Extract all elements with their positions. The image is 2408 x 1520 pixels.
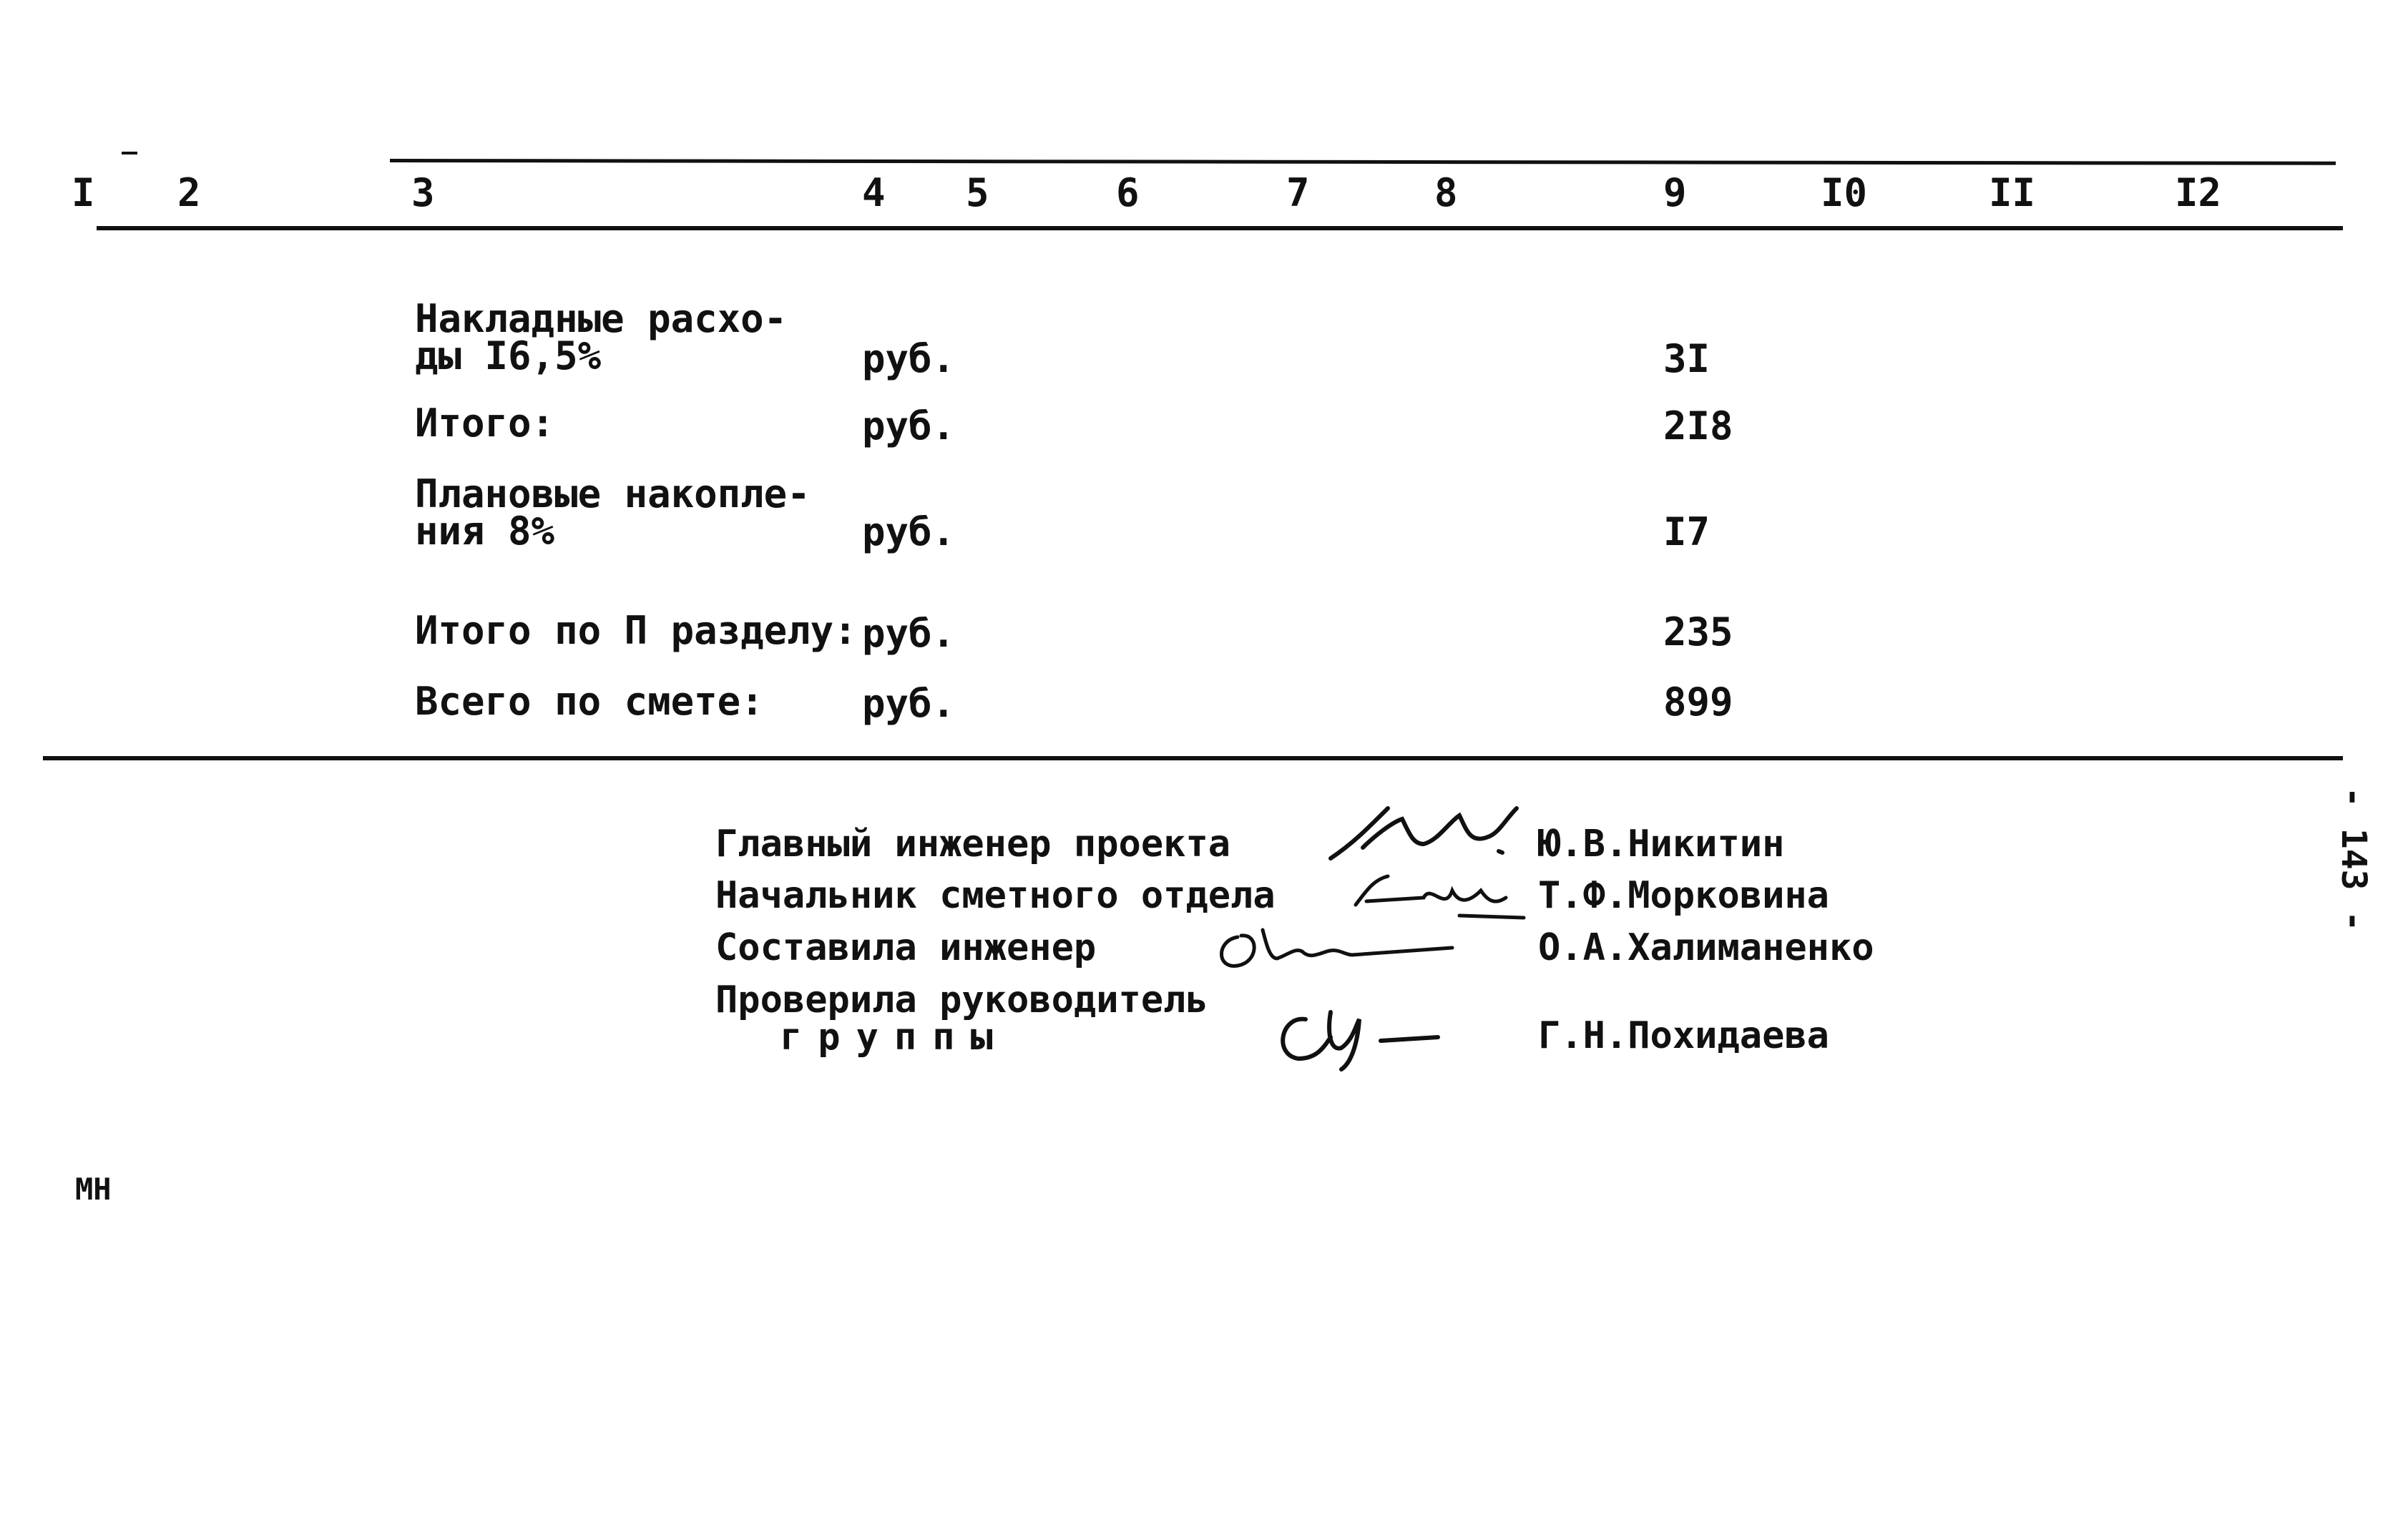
signature-mark	[1209, 916, 1467, 980]
corner-mark: МН	[75, 1172, 112, 1207]
row-value: 2I8	[1663, 403, 1733, 448]
table-row	[415, 296, 788, 378]
column-header-7: 7	[1286, 170, 1310, 215]
row-unit: руб.	[862, 336, 956, 381]
row-label-line: Плановые накопле-	[415, 471, 811, 516]
signature-title: Проверила руководитель	[715, 979, 1208, 1021]
table-row	[415, 679, 764, 724]
table-row	[415, 471, 811, 554]
column-header-8: 8	[1434, 170, 1458, 215]
table-row	[415, 608, 857, 653]
row-value: 899	[1663, 680, 1733, 725]
signature-name: Ю.В.Никитин	[1538, 823, 1785, 866]
header-tick-mark	[122, 152, 137, 155]
column-header-6: 6	[1116, 170, 1140, 215]
row-value: 235	[1663, 609, 1733, 654]
row-label-line: ния 8%	[415, 509, 555, 554]
signature-mark	[1323, 794, 1531, 873]
signature-title: группы	[780, 1016, 1009, 1059]
row-label-line: Всего по смете:	[415, 679, 764, 724]
header-bottom-rule	[97, 226, 2343, 230]
table-row	[415, 401, 555, 446]
signature-title: Составила инженер	[715, 926, 1097, 969]
signature-name: Т.Ф.Морковина	[1538, 874, 1829, 917]
column-header-3: 3	[411, 170, 435, 215]
column-header-5: 5	[966, 170, 989, 215]
column-header-2: 2	[177, 170, 201, 215]
row-label-line: Накладные расхо-	[415, 296, 788, 341]
row-unit: руб.	[862, 403, 956, 448]
row-value: I7	[1663, 509, 1710, 554]
row-unit: руб.	[862, 509, 956, 554]
header-top-rule	[390, 159, 2336, 165]
column-header-10: I0	[1821, 170, 1868, 215]
row-unit: руб.	[862, 611, 956, 656]
signature-title: Главный инженер проекта	[715, 823, 1231, 866]
column-header-11: II	[1989, 170, 2036, 215]
column-header-4: 4	[862, 170, 886, 215]
column-header-1: I	[72, 170, 95, 215]
table-bottom-rule	[43, 756, 2343, 760]
row-label-line: Итого:	[415, 401, 555, 446]
signature-name: Г.Н.Похидаева	[1538, 1014, 1829, 1057]
row-unit: руб.	[862, 681, 956, 726]
column-header-12: I2	[2175, 170, 2222, 215]
row-label-line: Итого по П разделу:	[415, 608, 857, 653]
page-number: - 143 -	[2334, 787, 2374, 932]
signature-name: О.А.Халиманенко	[1538, 926, 1874, 969]
signature-mark	[1266, 998, 1452, 1077]
row-value: 3I	[1663, 336, 1710, 381]
signature-title: Начальник сметного отдела	[715, 874, 1276, 917]
column-header-9: 9	[1663, 170, 1687, 215]
row-label-line: ды I6,5%	[415, 333, 602, 378]
